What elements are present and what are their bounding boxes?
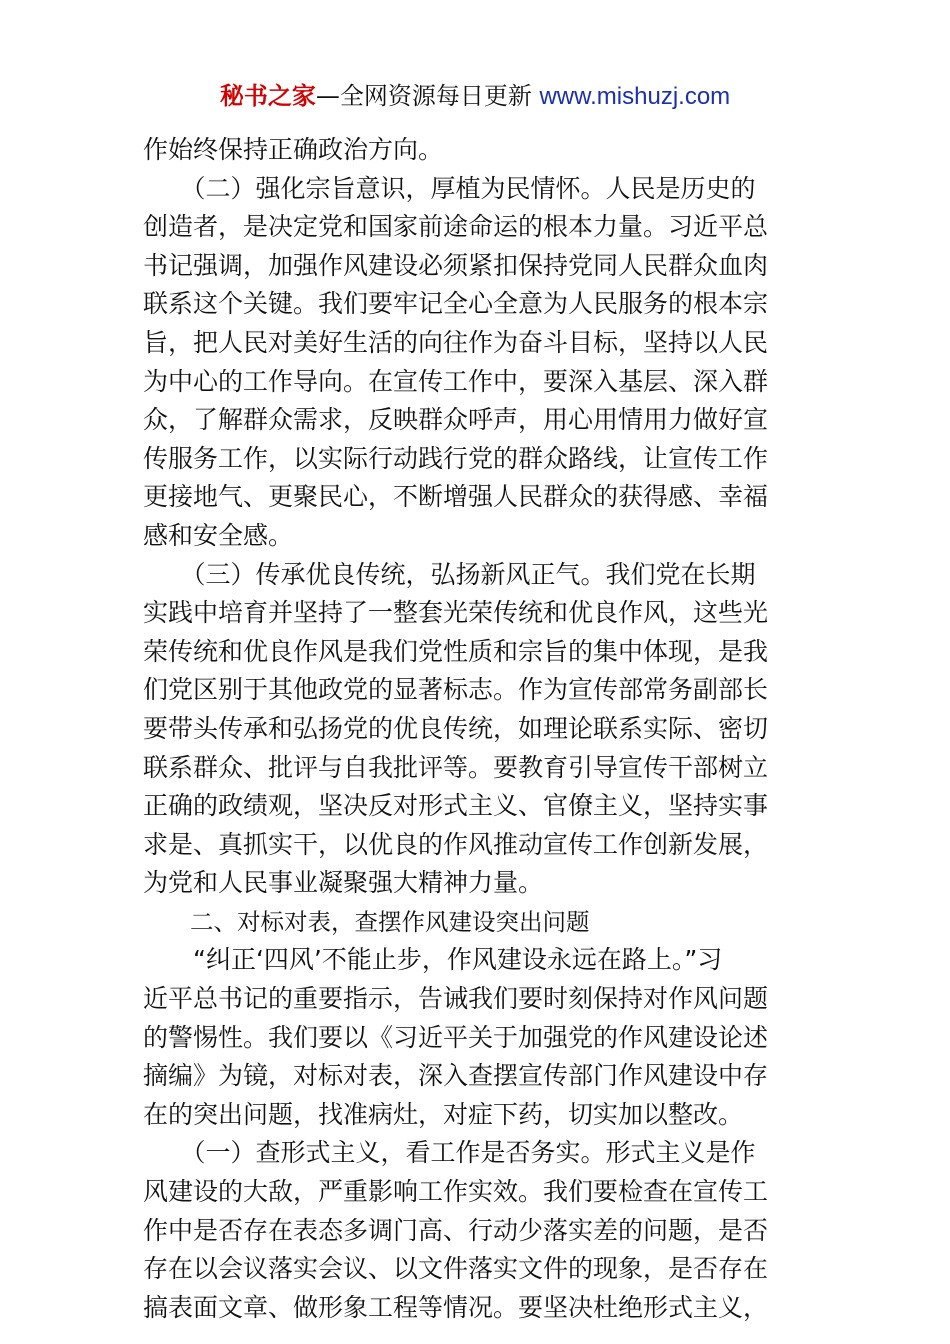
text-line: 求是、真抓实干，以优良的作风推动宣传工作创新发展， [143, 829, 769, 859]
text-line: （二）强化宗旨意识，厚植为民情怀。人民是历史的 [143, 173, 756, 203]
text-line: 实践中培育并坚持了一整套光荣传统和优良作风，这些光 [143, 598, 769, 628]
text-line: 们党区别于其他政党的显著标志。作为宣传部常务副部长 [143, 675, 769, 705]
text-line: （一）查形式主义，看工作是否务实。形式主义是作 [143, 1138, 756, 1168]
brand-name: 秘书之家 [219, 82, 316, 110]
text-line: 为党和人民事业凝聚强大精神力量。 [143, 868, 544, 898]
text-line: 传服务工作，以实际行动践行党的群众路线，让宣传工作 [143, 443, 769, 473]
text-line: 创造者，是决定党和国家前途命运的根本力量。习近平总 [143, 212, 769, 242]
text-line: （三）传承优良传统，弘扬新风正气。我们党在长期 [143, 559, 756, 589]
text-line: 要带头传承和弘扬党的优良传统，如理论联系实际、密切 [143, 713, 769, 743]
text-line: 联系群众、批评与自我批评等。要教育引导宣传干部树立 [143, 752, 769, 782]
text-line: 近平总书记的重要指示，告诫我们要时刻保持对作风问题 [143, 984, 769, 1014]
text-line: 在的突出问题，找准病灶，对症下药，切实加以整改。 [143, 1099, 744, 1129]
text-line: 荣传统和优良作风是我们党性质和宗旨的集中体现，是我 [143, 636, 769, 666]
text-line: 正确的政绩观，坚决反对形式主义、官僚主义，坚持实事 [143, 791, 769, 821]
text-line: 搞表面文章、做形象工程等情况。要坚决杜绝形式主义， [143, 1292, 769, 1322]
document-body [143, 131, 813, 1327]
text-line: 旨，把人民对美好生活的向往作为奋斗目标，坚持以人民 [143, 327, 769, 357]
page-header [0, 80, 950, 113]
text-line: 风建设的大敌，严重影响工作实效。我们要检查在宣传工 [143, 1177, 769, 1207]
text-line: 存在以会议落实会议、以文件落实文件的现象，是否存在 [143, 1254, 769, 1284]
text-line: 的警惕性。我们要以《习近平关于加强党的作风建设论述 [143, 1022, 769, 1052]
text-line: 众，了解群众需求，反映群众呼声，用心用情用力做好宣 [143, 405, 769, 435]
header-tagline: —全网资源每日更新 [315, 82, 540, 110]
text-line: 更接地气、更聚民心，不断增强人民群众的获得感、幸福 [143, 482, 769, 512]
text-line: 作始终保持正确政治方向。 [143, 135, 444, 164]
text-line: 为中心的工作导向。在宣传工作中，要深入基层、深入群 [143, 366, 769, 396]
text-line: 联系这个关键。我们要牢记全心全意为人民服务的根本宗 [143, 289, 769, 319]
section-heading: 二、对标对表，查摆作风建设突出问题 [143, 907, 590, 936]
text-line: “纠正‘四风’不能止步，作风建设永远在路上。”习 [143, 945, 723, 975]
text-line: 作中是否存在表态多调门高、行动少落实差的问题，是否 [143, 1215, 769, 1245]
text-line: 书记强调，加强作风建设必须紧扣保持党同人民群众血肉 [143, 250, 769, 280]
text-line: 感和安全感。 [143, 520, 294, 550]
text-line: 摘编》为镜，对标对表，深入查摆宣传部门作风建设中存 [143, 1061, 769, 1091]
site-url[interactable]: www.mishuzj.com [539, 83, 731, 110]
